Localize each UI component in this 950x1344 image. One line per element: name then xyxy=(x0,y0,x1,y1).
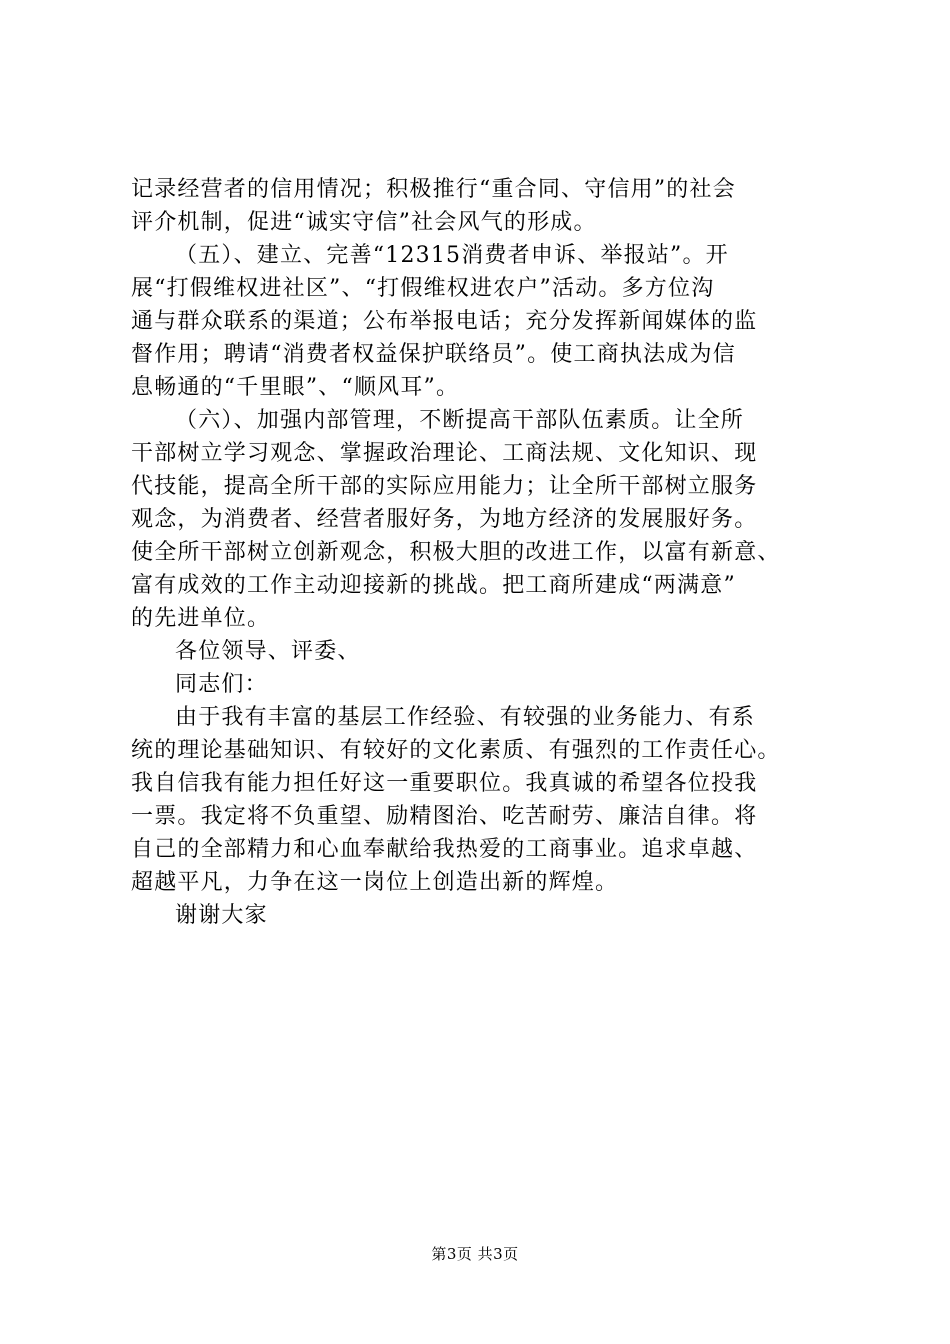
text-line: 自己的全部精力和心血奉献给我热爱的工商事业。追求卓越、 xyxy=(131,837,758,862)
text-line: 各位领导、评委、 xyxy=(175,639,361,664)
document-body xyxy=(131,173,831,932)
text-line: 由于我有丰富的基层工作经验、有较强的业务能力、有系 xyxy=(175,705,756,730)
text-line: 展“打假维权进社区”、“打假维权进农户”活动。多方位沟 xyxy=(131,276,715,301)
text-line: 同志们： xyxy=(175,672,268,697)
text-line: 谢谢大家 xyxy=(175,903,268,928)
text-line: 息畅通的“千里眼”、“顺风耳”。 xyxy=(131,375,460,400)
text-line: 使全所干部树立创新观念，积极大胆的改进工作，以富有新意、 xyxy=(131,540,781,565)
text-line: 观念，为消费者、经营者服好务，为地方经济的发展服好务。 xyxy=(131,507,758,532)
text-line: 记录经营者的信用情况；积极推行“重合同、守信用”的社会 xyxy=(131,177,736,202)
text-line: 评介机制，促进“诚实守信”社会风气的形成。 xyxy=(131,210,597,235)
text-line: 干部树立学习观念、掌握政治理论、工商法规、文化知识、现 xyxy=(131,441,758,466)
text-line: 通与群众联系的渠道；公布举报电话；充分发挥新闻媒体的监 xyxy=(131,309,758,334)
text-line: 的先进单位。 xyxy=(131,606,271,631)
text-line: 督作用；聘请“消费者权益保护联络员”。使工商执法成为信 xyxy=(131,342,736,367)
text-line: （五）、建立、完善“12315消费者申诉、举报站”。开 xyxy=(175,243,729,268)
text-line: 代技能，提高全所干部的实际应用能力；让全所干部树立服务 xyxy=(131,474,758,499)
text-line: （六）、加强内部管理，不断提高干部队伍素质。让全所 xyxy=(175,408,745,433)
text-line: 我自信我有能力担任好这一重要职位。我真诚的希望各位投我 xyxy=(131,771,758,796)
page-footer: 第3页 共3页 xyxy=(431,1245,519,1263)
text-line: 一票。我定将不负重望、励精图治、吃苦耐劳、廉洁自律。将 xyxy=(131,804,758,829)
text-line: 统的理论基础知识、有较好的文化素质、有强烈的工作责任心。 xyxy=(131,738,781,763)
text-line: 超越平凡，力争在这一岗位上创造出新的辉煌。 xyxy=(131,870,619,895)
text-line: 富有成效的工作主动迎接新的挑战。把工商所建成“两满意” xyxy=(131,573,736,598)
